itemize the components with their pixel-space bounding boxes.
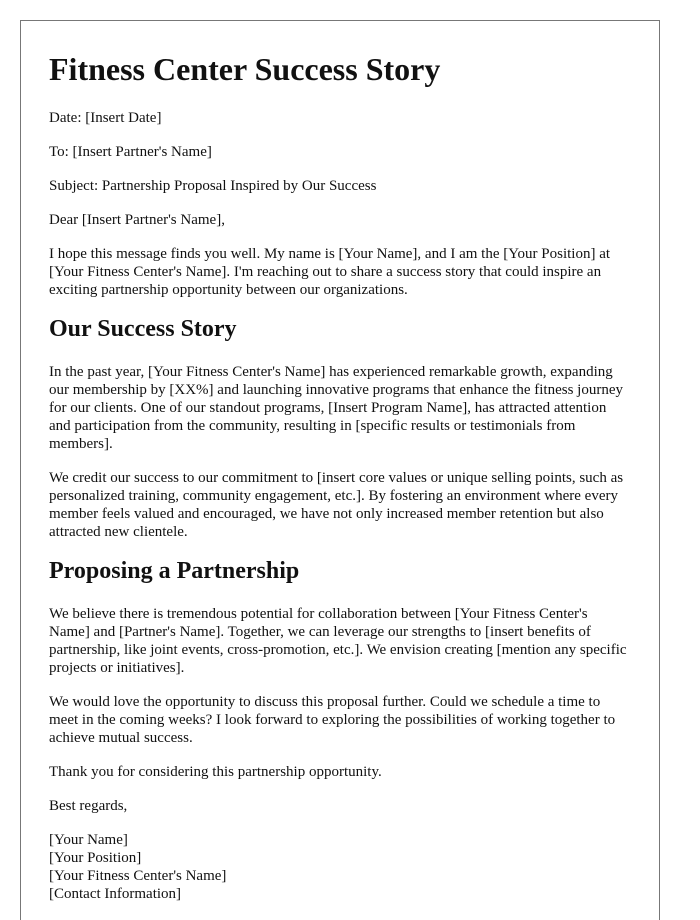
date-line: Date: [Insert Date] [49,110,162,126]
to-line: To: [Insert Partner's Name] [49,144,212,160]
partnership-paragraph-1: We believe there is tremendous potential for collaboration between [Your Fitness Center's Name] and [Partner's Name]. Together, we can leverage our strengths to [insert benefits of partnership, like joint events, cross-promotion, etc.]. We envision creating [mention any specific projects or initiatives]. [49,606,627,676]
section-heading-success-story: Our Success Story [49,316,237,342]
partnership-paragraph-2: We would love the opportunity to discuss this proposal further. Could we schedule a time to meet in the coming weeks? I look forward to exploring the possibilities of working together to achieve mutual success. [49,694,616,746]
subject-line: Subject: Partnership Proposal Inspired by Our Success [49,178,377,194]
signature-position: [Your Position] [49,850,142,866]
success-story-paragraph-2: We credit our success to our commitment to [insert core values or unique selling points, such as personalized training, community engagement, etc.]. By fostering an environment where every member feels valued and encouraged, we have not only increased member retention but also attracted new clientele. [49,470,624,540]
signature-name: [Your Name] [49,832,128,848]
section-heading-partnership: Proposing a Partnership [49,558,300,584]
signature-center: [Your Fitness Center's Name] [49,868,227,884]
signature-block [49,831,631,903]
page-title: Fitness Center Success Story [49,51,441,87]
greeting: Dear [Insert Partner's Name], [49,212,225,228]
intro-paragraph: I hope this message finds you well. My name is [Your Name], and I am the [Your Position] at [Your Fitness Center's Name]. I'm reaching out to share a success story that could inspire an exciting partnership opportunity between our organizations. [49,246,611,298]
signature-contact: [Contact Information] [49,886,182,902]
letter-page [20,20,660,920]
success-story-paragraph-1: In the past year, [Your Fitness Center's Name] has experienced remarkable growth, expanding our membership by [XX%] and launching innovative programs that enhance the fitness journey for our clients. One of our standout programs, [Insert Program Name], has attracted attention and participation from the community, resulting in [specific results or testimonials from members]. [49,364,624,452]
thanks-line: Thank you for considering this partnership opportunity. [49,764,382,780]
closing-line: Best regards, [49,798,128,814]
